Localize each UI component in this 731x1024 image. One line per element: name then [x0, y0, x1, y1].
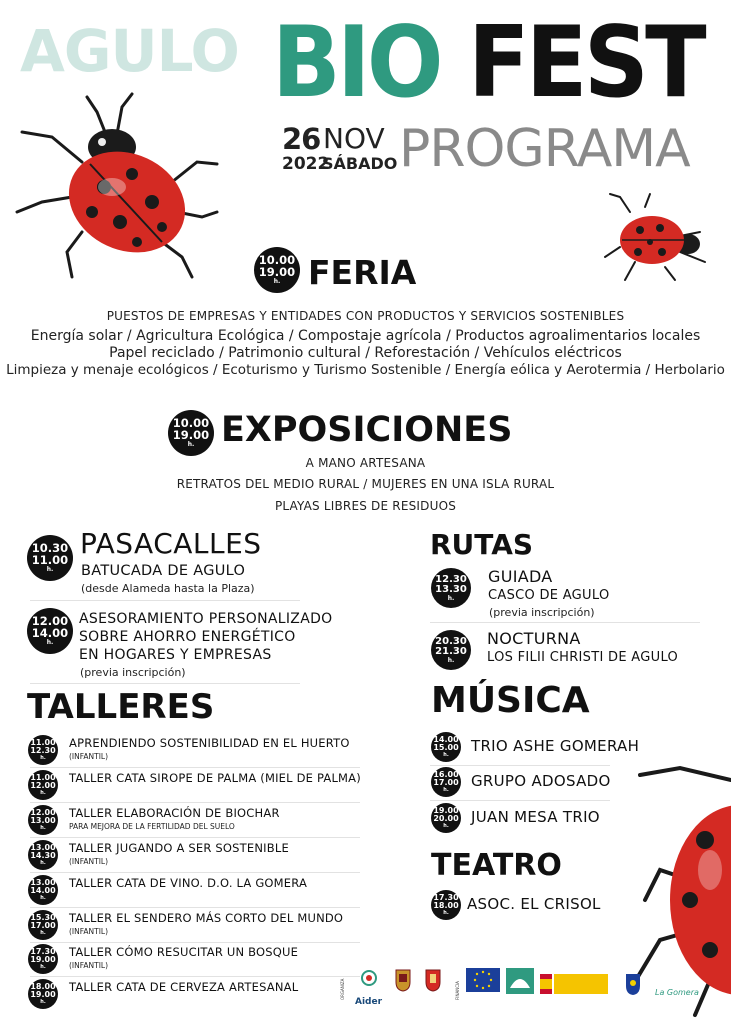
- time-start: 17.30: [433, 893, 459, 902]
- time-start: 19.00: [433, 806, 459, 815]
- time-end: 11.00: [31, 552, 69, 567]
- time-end: 17.00: [30, 921, 56, 930]
- feria-time-badge: [254, 247, 300, 293]
- taller-title: TALLER CÓMO RESUCITAR UN BOSQUE: [69, 945, 299, 959]
- time-start: 11.00: [30, 773, 56, 782]
- time-end: 19.00: [30, 955, 56, 964]
- exposiciones-line-2: RETRATOS DEL MEDIO RURAL / MUJERES EN UNA ISLA RURAL: [176, 477, 555, 491]
- time-start: 10.00: [258, 253, 296, 267]
- rutas-title: RUTAS: [430, 528, 534, 561]
- divider: [430, 765, 610, 766]
- asesoramiento-note: (previa inscripción): [80, 666, 186, 679]
- musica-time-badge: [431, 732, 461, 762]
- divider: [30, 907, 360, 908]
- pasacalles-line-2: (desde Alameda hasta la Plaza): [81, 582, 255, 595]
- time-end: 14.30: [30, 851, 56, 860]
- talleres-time-badge: [28, 840, 58, 870]
- taller-subtitle: PARA MEJORA DE LA FERTILIDAD DEL SUELO: [69, 822, 235, 831]
- time-h: h.: [40, 825, 46, 831]
- talleres-time-badge: [28, 944, 58, 974]
- time-end: 19.00: [172, 427, 210, 442]
- organiza-label: ORGANIZA: [340, 978, 345, 1000]
- time-end: 12.30: [30, 746, 56, 755]
- header-agulo: AGULO: [20, 17, 239, 85]
- leader-logo-icon: [506, 968, 534, 994]
- divider: [30, 872, 360, 873]
- taller-title: TALLER CATA DE CERVEZA ARTESANAL: [69, 980, 299, 994]
- time-h: h.: [40, 860, 46, 866]
- talleres-time-badge: [28, 805, 58, 835]
- time-end: 20.00: [433, 814, 459, 823]
- agulo-crest-icon: [395, 968, 411, 992]
- feria-line-1: Energía solar / Agricultura Ecológica / Compostaje agrícola / Productos agroalimentarios locales: [30, 328, 701, 344]
- feria-line-3: Limpieza y menaje ecológicos / Ecoturismo y Turismo Sostenible / Energía eólica y Aerotermia / Herbolario: [6, 362, 725, 378]
- header-programa: PROGRAMA: [399, 119, 690, 179]
- rutas-item-1-time-badge: [431, 568, 471, 608]
- time-h: h.: [40, 930, 46, 936]
- time-start: 18.00: [30, 982, 56, 991]
- time-end: 14.00: [30, 886, 56, 895]
- taller-title: TALLER EL SENDERO MÁS CORTO DEL MUNDO: [69, 911, 344, 925]
- header-fest: FEST: [468, 6, 703, 120]
- taller-subtitle: (INFANTIL): [69, 961, 109, 970]
- time-start: 10.30: [31, 541, 69, 555]
- taller-title: TALLER ELABORACIÓN DE BIOCHAR: [69, 806, 280, 820]
- time-h: h.: [40, 755, 46, 761]
- pasacalles-title: PASACALLES: [80, 527, 262, 560]
- time-h: h.: [40, 895, 46, 901]
- rutas-item-2-title: NOCTURNA: [487, 629, 581, 648]
- canarias-crest-icon: [625, 972, 641, 996]
- time-h: h.: [443, 823, 449, 829]
- asesoramiento-line-3: EN HOGARES Y EMPRESAS: [79, 647, 272, 663]
- teatro-item: ASOC. EL CRISOL: [467, 895, 601, 913]
- talleres-time-badge: [28, 770, 58, 800]
- header-day: 26: [282, 122, 321, 156]
- asesoramiento-line-1: ASESORAMIENTO PERSONALIZADO: [79, 611, 333, 627]
- taller-subtitle: (INFANTIL): [69, 927, 109, 936]
- header-bio: BIO: [272, 6, 440, 120]
- header-weekday: SÁBADO: [322, 154, 398, 173]
- divider: [30, 976, 360, 977]
- exposiciones-line-1: A MANO ARTESANA: [305, 456, 426, 470]
- eu-flag-icon: [466, 968, 500, 992]
- talleres-time-badge: [28, 735, 58, 765]
- divider: [30, 683, 300, 684]
- time-start: 16.00: [433, 770, 459, 779]
- taller-title: TALLER CATA DE VINO. D.O. LA GOMERA: [69, 876, 308, 890]
- time-end: 18.00: [433, 901, 459, 910]
- time-h: h.: [447, 594, 455, 602]
- taller-subtitle: (INFANTIL): [69, 752, 109, 761]
- rutas-item-1-line-2: (previa inscripción): [489, 606, 595, 619]
- gobierno-espana-logo-icon: [540, 974, 608, 994]
- time-end: 21.30: [435, 645, 467, 657]
- pasacalles-time-badge: [27, 535, 73, 581]
- time-start: 10.00: [172, 416, 210, 430]
- time-end: 14.00: [31, 625, 69, 640]
- header-month: NOV: [323, 122, 385, 155]
- divider: [430, 800, 610, 801]
- taller-title: TALLER JUGANDO A SER SOSTENIBLE: [69, 841, 289, 855]
- ladybug-illustration-left: [12, 92, 222, 282]
- feria-title: FERIA: [308, 253, 417, 292]
- header-year: 2022: [282, 154, 330, 174]
- teatro-title: TEATRO: [431, 848, 562, 883]
- talleres-time-badge: [28, 979, 58, 1009]
- musica-time-badge: [431, 803, 461, 833]
- rutas-item-1-title: GUIADA: [488, 567, 553, 586]
- exposiciones-line-3: PLAYAS LIBRES DE RESIDUOS: [274, 499, 457, 513]
- ladybug-illustration-right-top: [600, 192, 710, 282]
- talleres-time-badge: [28, 875, 58, 905]
- aider-logo: [356, 968, 382, 998]
- feria-subtitle: PUESTOS DE EMPRESAS Y ENTIDADES CON PRODUCTOS Y SERVICIOS SOSTENIBLES: [106, 309, 625, 323]
- time-end: 12.00: [30, 781, 56, 790]
- divider: [430, 622, 700, 623]
- aider-text: Aider: [355, 997, 383, 1007]
- cabildo-crest-icon: [425, 968, 441, 992]
- divider: [30, 767, 360, 768]
- time-start: 15.30: [30, 913, 56, 922]
- musica-title: MÚSICA: [431, 680, 590, 721]
- time-start: 12.00: [31, 614, 69, 628]
- time-start: 20.30: [435, 635, 467, 647]
- musica-item-title: JUAN MESA TRIO: [471, 808, 600, 826]
- time-end: 13.30: [435, 583, 467, 595]
- exposiciones-time-badge: [168, 410, 214, 456]
- time-start: 13.00: [30, 843, 56, 852]
- time-start: 17.30: [30, 947, 56, 956]
- time-end: 13.00: [30, 816, 56, 825]
- taller-title: TALLER CATA SIROPE DE PALMA (MIEL DE PALMA): [69, 771, 361, 785]
- talleres-title: TALLERES: [27, 687, 215, 727]
- time-start: 13.00: [30, 878, 56, 887]
- time-start: 14.00: [433, 735, 459, 744]
- time-start: 11.00: [30, 738, 56, 747]
- time-h: h.: [447, 656, 455, 664]
- time-h: h.: [40, 964, 46, 970]
- time-h: h.: [40, 999, 46, 1005]
- divider: [30, 802, 360, 803]
- time-end: 17.00: [433, 778, 459, 787]
- pasacalles-line-1: BATUCADA DE AGULO: [81, 563, 246, 579]
- rutas-item-2-time-badge: [431, 630, 471, 670]
- time-h: h.: [443, 787, 449, 793]
- talleres-time-badge: [28, 910, 58, 940]
- rutas-item-1-line-1: CASCO DE AGULO: [488, 588, 610, 603]
- time-h: h.: [443, 910, 449, 916]
- asesoramiento-time-badge: [27, 608, 73, 654]
- musica-time-badge: [431, 767, 461, 797]
- divider: [30, 600, 300, 601]
- time-end: 19.00: [30, 990, 56, 999]
- musica-item-title: GRUPO ADOSADO: [471, 772, 611, 790]
- la-gomera-logo: La Gomera: [655, 988, 699, 997]
- feria-line-2: Papel reciclado / Patrimonio cultural / Reforestación / Vehículos eléctricos: [109, 345, 622, 361]
- time-end: 19.00: [258, 264, 296, 279]
- teatro-time-badge: [431, 890, 461, 920]
- ladybug-illustration-right-bottom: [600, 750, 731, 1024]
- time-end: 15.00: [433, 743, 459, 752]
- rutas-item-2-line-1: LOS FILII CHRISTI DE AGULO: [487, 650, 679, 665]
- divider: [30, 837, 360, 838]
- musica-item-title: TRIO ASHE GOMERAH: [471, 737, 640, 755]
- time-h: h.: [40, 790, 46, 796]
- time-h: h.: [46, 639, 54, 646]
- exposiciones-title: EXPOSICIONES: [221, 410, 513, 450]
- divider: [30, 942, 360, 943]
- time-h: h.: [443, 752, 449, 758]
- time-h: h.: [46, 566, 54, 573]
- time-h: h.: [273, 278, 281, 285]
- taller-subtitle: (INFANTIL): [69, 857, 109, 866]
- financia-label: FINANCIA: [455, 981, 460, 1000]
- time-start: 12.30: [435, 573, 467, 585]
- taller-title: APRENDIENDO SOSTENIBILIDAD EN EL HUERTO: [69, 736, 350, 750]
- time-h: h.: [187, 441, 195, 448]
- asesoramiento-line-2: SOBRE AHORRO ENERGÉTICO: [79, 629, 296, 645]
- time-start: 12.00: [30, 808, 56, 817]
